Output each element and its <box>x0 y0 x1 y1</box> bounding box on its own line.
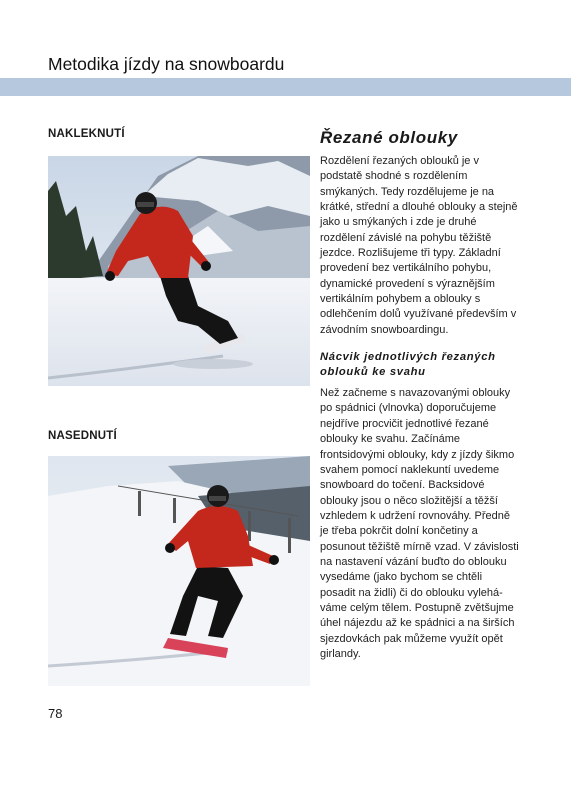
article-paragraph-2: Než začneme s navazovanými oblouky po spádnici (vlnovka) doporučujeme nejdříve procvičit jednotlivé řezané oblouky ke svahu. Začínáme frontsidovými oblouky, kdy z jízdy šikmo svahem pomocí naklekuntí uvedeme snowboard do točení. Backsidové oblouky jsou o něco složitější a těžší vzhledem k udržení rovnováhy. Předně je třeba pokrčit dolní končetiny a posunout těžiště mírně vzad. V závislosti na nastavení vázání buďto do oblouku vysedáme (jako bychom se chtěli posadit na židli) či do oblouku vyleháváme celým tělem. Postupně zvětšujme úhel nájezdu až ke spádnici a na širších sjezdovkách pak můžeme využít opět girlandy. <box>320 387 519 660</box>
photo-nakleknuti <box>48 156 310 386</box>
figure-caption-nakleknuti: NAKLEKNUTÍ <box>48 128 125 140</box>
chapter-title: Metodika jízdy na snowboardu <box>48 54 285 74</box>
article-paragraph-1: Rozdělení řezaných oblouků je v podstatě shodné s rozdělením smýkaných. Tedy rozdělujeme je na krátké, střední a dlouhé oblouky a stejně jako u smýkaných i zde je druhé rozdělení závislé na pohybu těžiště jezdce. Rozlišujeme tři typy. Základní provedení bez vertikálního pohybu, dynamické provedení s výraznějším vertikálním pohybem a oblouky s odlehčením dolů využívané především v závodním snowboardingu. <box>320 155 518 336</box>
page-number: 78 <box>48 706 63 721</box>
section-title: Řezané oblouky <box>320 128 458 147</box>
figure-caption-nasednuti: NASEDNUTÍ <box>48 430 117 442</box>
header-band <box>0 78 571 96</box>
article-column <box>320 128 520 662</box>
photo-nasednuti <box>48 456 310 686</box>
subheading: Nácvik jednotlivých řezaných oblouků ke svahu <box>320 351 496 379</box>
